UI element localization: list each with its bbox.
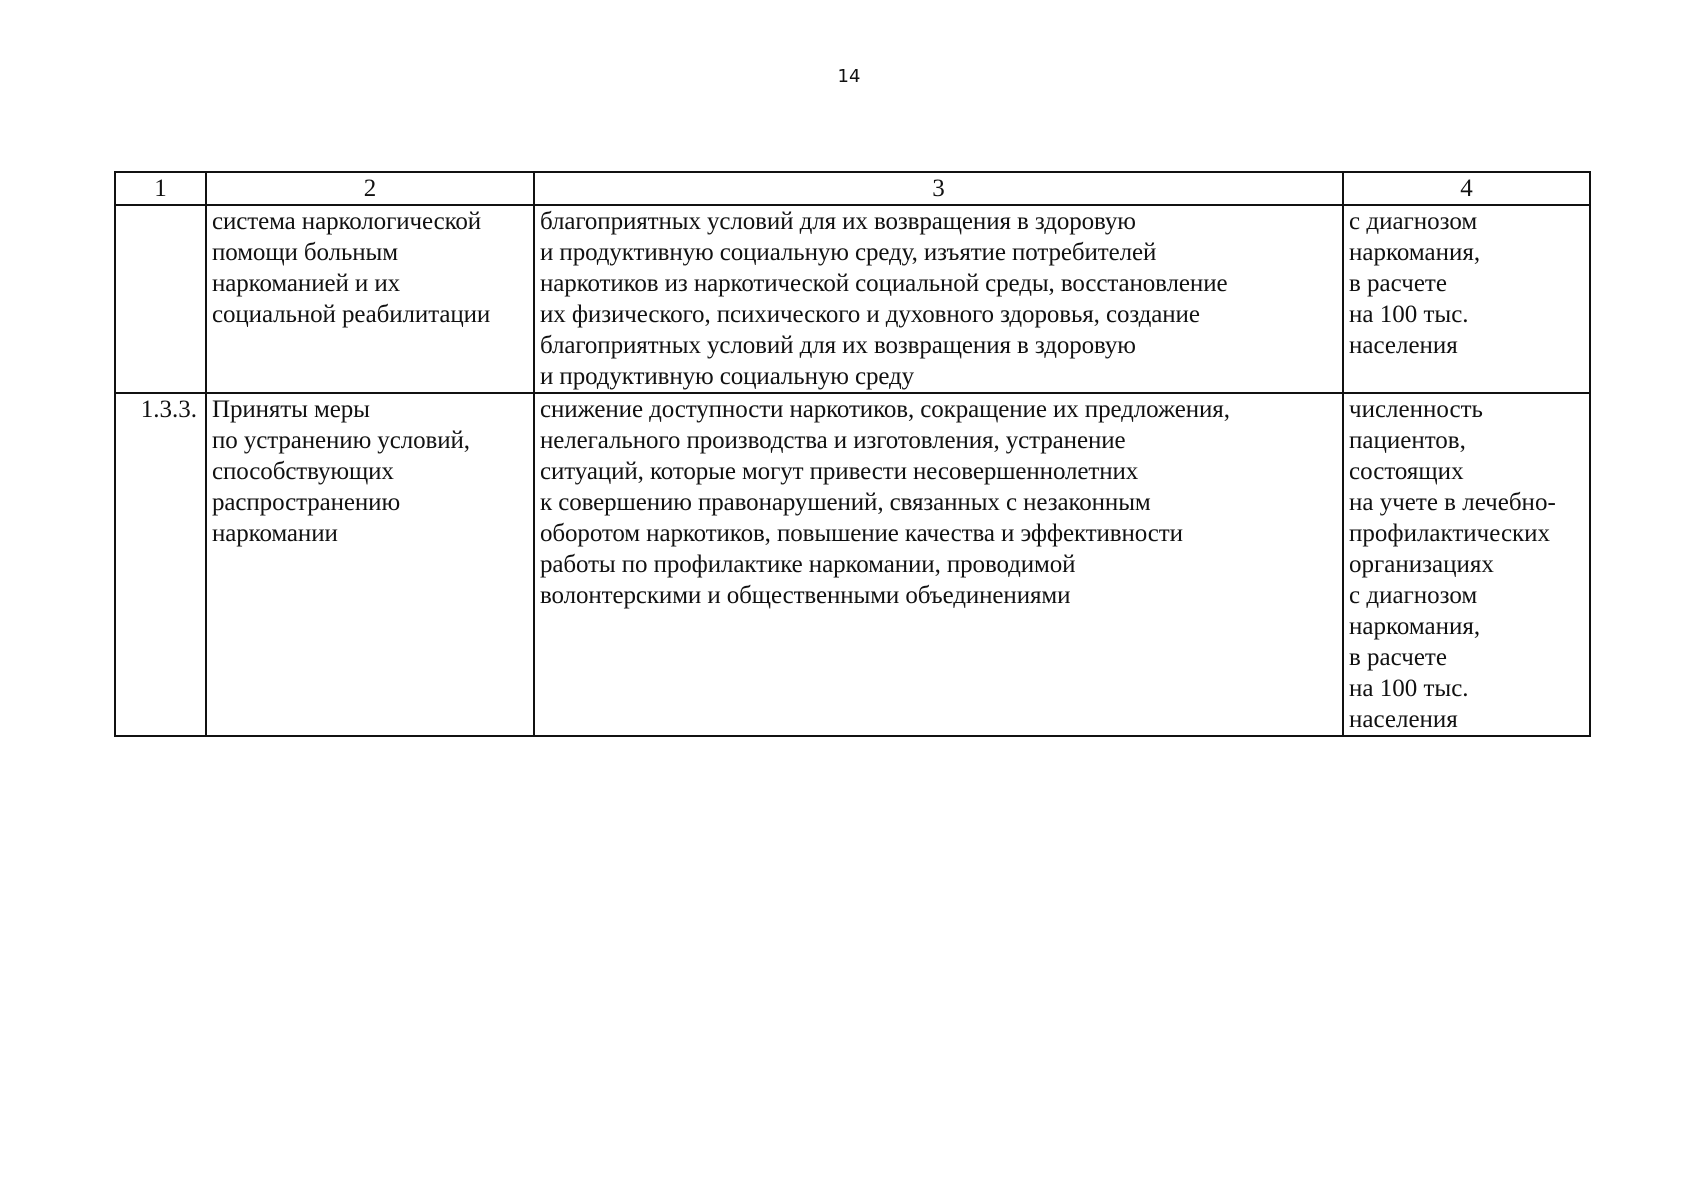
page-number: 14 bbox=[837, 66, 861, 87]
column-header: 2 bbox=[206, 172, 534, 205]
table-header-row bbox=[115, 172, 1590, 205]
item-title-cell: система наркологической помощи больным наркоманией и их социальной реабилитации bbox=[206, 205, 534, 393]
column-header: 3 bbox=[534, 172, 1343, 205]
item-indicator-cell: численность пациентов, состоящих на учете в лечебно- профилактических организациях с диагнозом наркомания, в расчете на 100 тыс. населения bbox=[1343, 393, 1590, 736]
item-number-cell: 1.3.3. bbox=[115, 393, 206, 736]
indicators-table bbox=[114, 171, 1591, 737]
item-number-cell bbox=[115, 205, 206, 393]
column-header: 1 bbox=[115, 172, 206, 205]
item-description-cell: благоприятных условий для их возвращения в здоровую и продуктивную социальную среду, изъятие потребителей наркотиков из наркотической социальной среды, восстановление их физического, психического и духовного здоровья, создание благоприятных условий для их возвращения в здоровую и продуктивную социальную среду bbox=[534, 205, 1343, 393]
column-header: 4 bbox=[1343, 172, 1590, 205]
item-description-cell: снижение доступности наркотиков, сокращение их предложения, нелегального производства и изготовления, устранение ситуаций, которые могут привести несовершеннолетних к совершению правонарушений, связанных с незаконным оборотом наркотиков, повышение качества и эффективности работы по профилактике наркомании, проводимой волонтерскими и общественными объединениями bbox=[534, 393, 1343, 736]
item-indicator-cell: с диагнозом наркомания, в расчете на 100 тыс. населения bbox=[1343, 205, 1590, 393]
item-title-cell: Приняты меры по устранению условий, способствующих распространению наркомании bbox=[206, 393, 534, 736]
table-row bbox=[115, 393, 1590, 736]
table-row bbox=[115, 205, 1590, 393]
